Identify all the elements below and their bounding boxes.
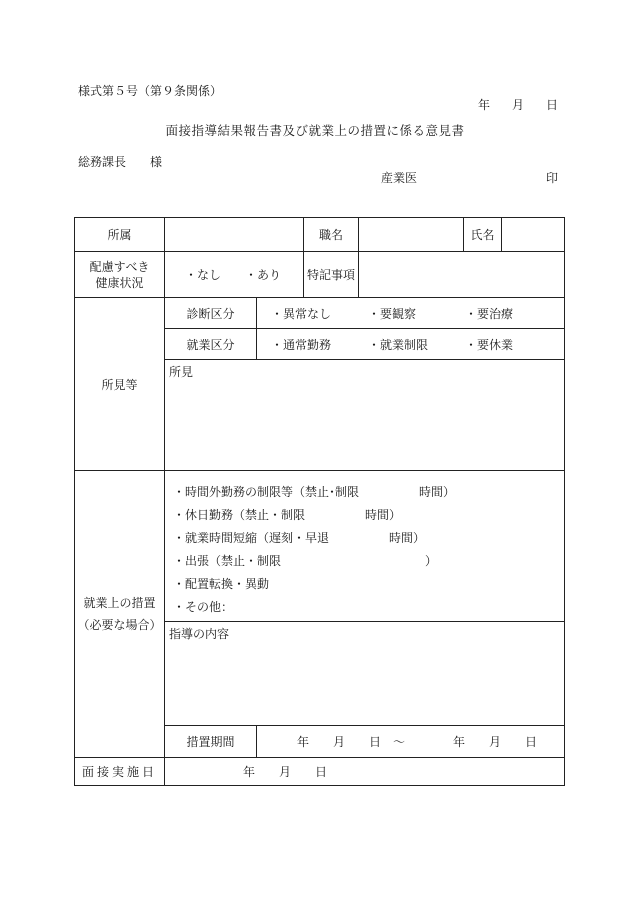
- health-option-none[interactable]: ・なし: [185, 268, 222, 282]
- health-label: [75, 252, 165, 298]
- period-label: 措置期間: [165, 726, 257, 758]
- work-category-label: 就業区分: [165, 329, 257, 360]
- measure-transfer[interactable]: ・配置転換・異動: [173, 577, 270, 591]
- document-title: 面接指導結果報告書及び就業上の措置に係る意見書: [165, 123, 465, 138]
- row-diagnosis: [75, 298, 565, 329]
- date-year: 年: [478, 98, 491, 112]
- findings-label: 所見: [169, 365, 194, 379]
- report-date: [478, 96, 562, 113]
- row-interview-date: [75, 758, 565, 786]
- measure-overtime[interactable]: ・時間外勤務の制限等（禁止･制限 時間）: [173, 485, 456, 499]
- diagnosis-option-treat[interactable]: ・要治療: [465, 306, 514, 321]
- affiliation-field[interactable]: [165, 218, 304, 252]
- row-basic-info: [75, 218, 565, 252]
- health-label-line1: 配慮すべき: [89, 259, 150, 274]
- health-options: [165, 252, 304, 298]
- job-title-label: 職名: [304, 218, 359, 252]
- measure-other[interactable]: ・その他：: [173, 600, 234, 614]
- health-option-present[interactable]: ・あり: [245, 268, 282, 282]
- job-title-field[interactable]: [359, 218, 464, 252]
- special-notes-field[interactable]: [359, 252, 565, 298]
- affiliation-label: 所属: [75, 218, 165, 252]
- period-field[interactable]: 年 月 日 ～ 年 月 日: [257, 726, 565, 758]
- guidance-label: 指導の内容: [169, 627, 230, 641]
- form-number: 様式第５号（第９条関係）: [78, 84, 223, 98]
- diagnosis-label: 診断区分: [165, 298, 257, 329]
- work-option-restricted[interactable]: ・就業制限: [368, 337, 429, 352]
- findings-group-label: 所見等: [75, 298, 165, 471]
- date-day: 日: [546, 98, 559, 112]
- diagnosis-options: [257, 298, 565, 329]
- doctor-label: 産業医: [381, 171, 418, 185]
- report-form-table: [74, 217, 565, 786]
- diagnosis-option-normal[interactable]: ・異常なし: [271, 306, 332, 321]
- findings-field[interactable]: [165, 360, 565, 471]
- guidance-field[interactable]: [165, 622, 565, 726]
- measures-label: [75, 471, 165, 758]
- measure-shortened-hours[interactable]: ・就業時間短縮（遅刻・早退 時間）: [173, 531, 426, 545]
- interview-date-label: 面接実施日: [75, 758, 165, 786]
- health-label-line2: 健康状況: [95, 275, 144, 290]
- seal-mark: 印: [546, 171, 559, 185]
- diagnosis-option-observe[interactable]: ・要観察: [368, 306, 417, 321]
- work-option-leave[interactable]: ・要休業: [465, 337, 514, 352]
- measures-label-line1: 就業上の措置: [83, 596, 156, 610]
- name-label: 氏名: [464, 218, 502, 252]
- measures-label-line2: （必要な場合）: [77, 618, 162, 632]
- row-health-status: [75, 252, 565, 298]
- measure-holiday-work[interactable]: ・休日勤務（禁止・制限 時間）: [173, 508, 402, 522]
- row-measures: [75, 471, 565, 622]
- name-field[interactable]: [502, 218, 565, 252]
- measure-business-trip[interactable]: ・出張（禁止・制限 ）: [173, 554, 438, 568]
- addressee: 総務課長 様: [78, 155, 163, 169]
- work-category-options: [257, 329, 565, 360]
- measures-list: [165, 471, 565, 622]
- special-notes-label: 特記事項: [304, 252, 359, 298]
- work-option-normal[interactable]: ・通常勤務: [271, 337, 332, 352]
- interview-date-field[interactable]: 年 月 日: [165, 758, 565, 786]
- date-month: 月: [512, 98, 525, 112]
